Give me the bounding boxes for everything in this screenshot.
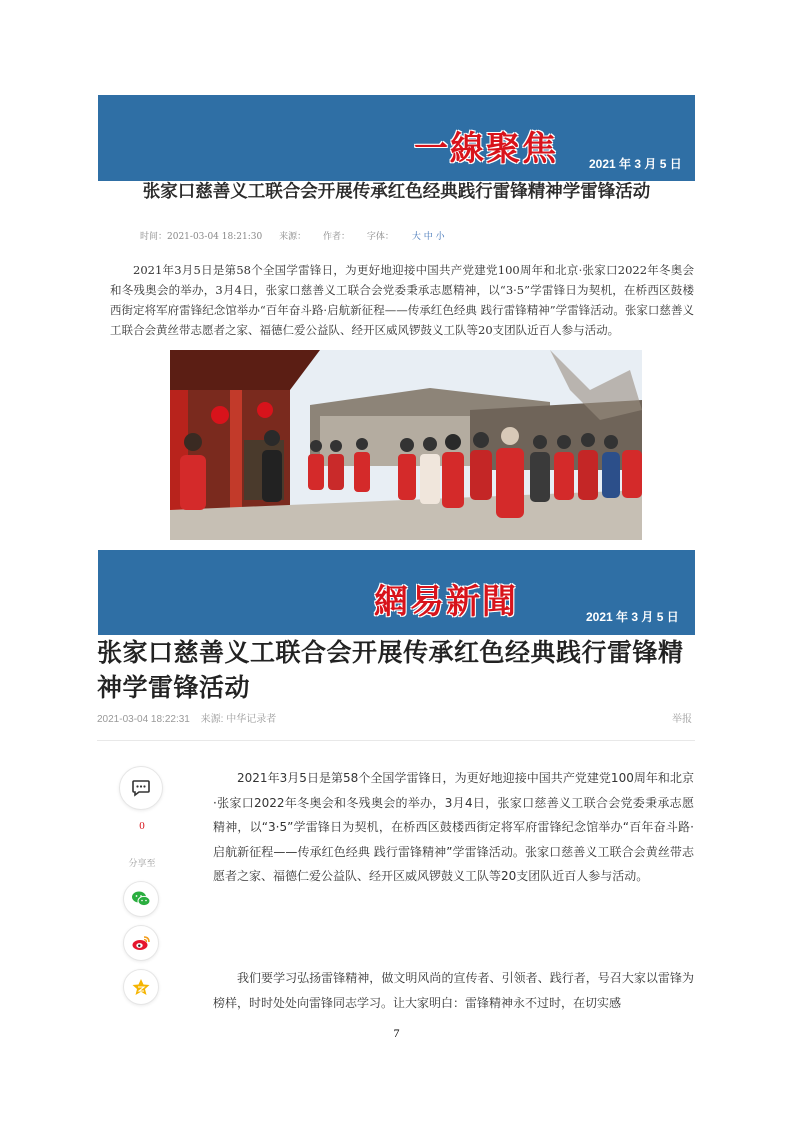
comment-count: 0 xyxy=(139,820,145,832)
share-sidebar xyxy=(119,766,165,1005)
share-label: 分享至 xyxy=(128,859,156,869)
wechat-icon xyxy=(131,890,151,908)
section2-paragraph-2: 我们要学习弘扬雷锋精神，做文明风尚的宣传者、引领者、践行者，号召大家以雷锋为榜样，时时处处向雷锋同志学习。让大家明白：雷锋精神永不过时，在切实感 xyxy=(213,971,694,1010)
qzone-star-icon xyxy=(131,978,151,996)
share-wechat-button[interactable] xyxy=(123,881,159,917)
section2-article-title: 张家口慈善义工联合会开展传承红色经典践行雷锋精神学雷锋活动 xyxy=(97,638,684,702)
section1-time: 时间：2021-03-04 18:21:30 xyxy=(140,232,263,242)
section2-datetime: 2021-03-04 18:22:31 xyxy=(97,714,190,725)
section1-banner xyxy=(98,95,695,181)
section2-article-meta xyxy=(97,710,284,725)
section2-source[interactable]: 来源: 中华记录者 xyxy=(200,714,277,725)
section2-banner xyxy=(98,550,695,635)
section1-date: 2021 年 3 月 5 日 xyxy=(589,157,682,171)
section1-author: 作者： xyxy=(322,232,350,242)
font-size-links[interactable]: 大 中 小 xyxy=(411,232,445,242)
section2-brand-logo: 網易新聞 xyxy=(374,582,518,622)
section2-date: 2021 年 3 月 5 日 xyxy=(586,610,679,624)
divider xyxy=(97,740,695,741)
section1-article-meta xyxy=(140,229,459,242)
report-link[interactable]: 举报 xyxy=(672,714,692,725)
weibo-icon xyxy=(131,934,151,952)
event-photo xyxy=(170,350,642,540)
share-qzone-button[interactable] xyxy=(123,969,159,1005)
section1-source: 来源： xyxy=(279,232,307,242)
section1-font-label: 字体： xyxy=(366,232,394,242)
comment-icon xyxy=(131,778,151,798)
page-number: 7 xyxy=(393,1026,400,1040)
section1-brand-logo: 一線聚焦 xyxy=(414,129,558,169)
section1-paragraph: 2021年3月5日是第58个全国学雷锋日，为更好地迎接中国共产党建党100周年和北京·张家口2022年冬奥会和冬残奥会的举办，3月4日，张家口慈善义工联合会党委秉承志愿精神，以“3·5”学雷锋日为契机，在桥西区鼓楼西街定将军府雷锋纪念馆举办“百年奋斗路·启航新征程——传承红色经典 践行雷锋精神”学雷锋活动。张家口慈善义工联合会黄丝带志愿者之家、福德仁爱公益队、经开区威风锣鼓义工队等20支团队近百人参与活动。 xyxy=(110,263,694,337)
section1-article-title: 张家口慈善义工联合会开展传承红色经典践行雷锋精神学雷锋活动 xyxy=(142,182,651,202)
comment-button[interactable] xyxy=(119,766,163,810)
share-weibo-button[interactable] xyxy=(123,925,159,961)
section2-paragraph-1: 2021年3月5日是第58个全国学雷锋日，为更好地迎接中国共产党建党100周年和北京·张家口2022年冬奥会和冬残奥会的举办，3月4日，张家口慈善义工联合会党委秉承志愿精神，以“3·5”学雷锋日为契机，在桥西区鼓楼西街定将军府雷锋纪念馆举办“百年奋斗路·启航新征程——传承红色经典 践行雷锋精神”学雷锋活动。张家口慈善义工联合会黄丝带志愿者之家、福德仁爱公益队、经开区威风锣鼓义工队等20支团队近百人参与活动。 xyxy=(213,771,694,883)
